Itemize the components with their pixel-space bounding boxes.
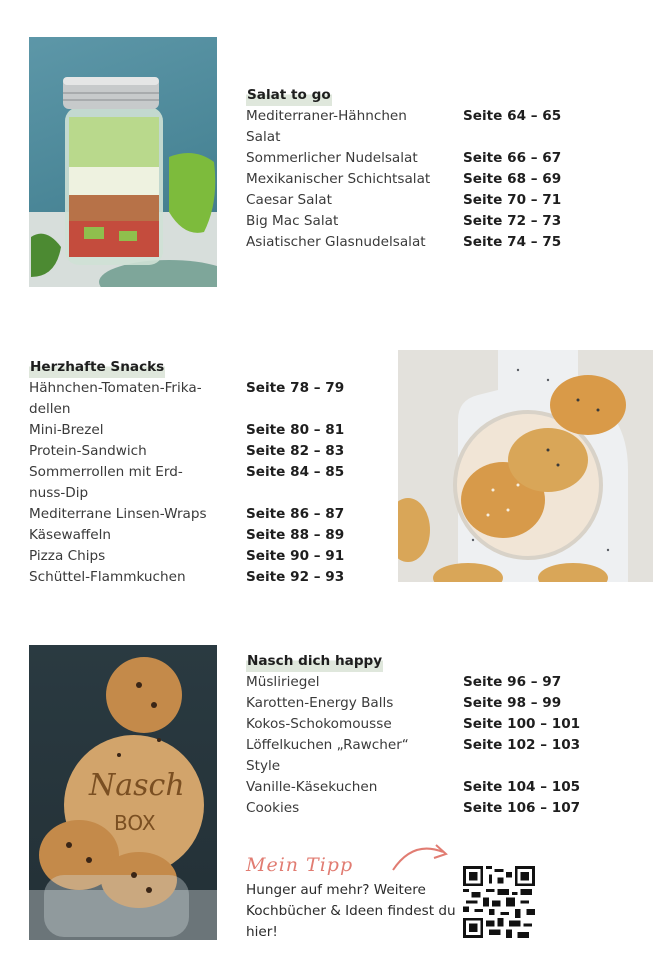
qr-code-icon[interactable]: [463, 866, 535, 938]
section-nasch-dich-happy: [246, 651, 586, 819]
page-range: Seite 88 – 89: [246, 527, 345, 543]
cookies-illustration: [29, 645, 217, 940]
recipe-name: Sommerrollen mit Erd-: [29, 464, 183, 480]
recipe-name-cont: Salat: [246, 129, 281, 145]
section-herzhafte-snacks: [29, 357, 369, 588]
recipe-name: Käsewaffeln: [29, 527, 112, 543]
tip-text: Hunger auf mehr? Weitere Kochbücher & Ideen findest du hier!: [246, 882, 456, 940]
page-range: Seite 98 – 99: [463, 695, 562, 711]
section-heading: Herzhafte Snacks: [29, 357, 165, 378]
page-range: Seite 78 – 79: [246, 380, 345, 396]
recipe-name: Löffelkuchen „Rawcher“: [246, 737, 409, 753]
cookies-photo: [29, 645, 217, 940]
recipe-name: Hähnchen-Tomaten-Frika-: [29, 380, 202, 396]
page-range: Seite 96 – 97: [463, 674, 562, 690]
recipe-name: Mini-Brezel: [29, 422, 104, 438]
page-range: Seite 106 – 107: [463, 800, 581, 816]
section-heading: Nasch dich happy: [246, 651, 383, 672]
page-range: Seite 104 – 105: [463, 779, 581, 795]
recipe-name: Karotten-Energy Balls: [246, 695, 394, 711]
recipe-name: Big Mac Salat: [246, 213, 339, 229]
recipe-name-cont: Style: [246, 758, 281, 774]
page-range: Seite 74 – 75: [463, 234, 562, 250]
curved-arrow-icon: [388, 840, 458, 875]
recipe-name: Müsliriegel: [246, 674, 320, 690]
svg-text:BOX: BOX: [114, 811, 156, 835]
page-range: Seite 82 – 83: [246, 443, 345, 459]
page-range: Seite 92 – 93: [246, 569, 345, 585]
recipe-name: Cookies: [246, 800, 300, 816]
page-range: Seite 68 – 69: [463, 171, 562, 187]
page-range: Seite 66 – 67: [463, 150, 562, 166]
page-range: Seite 86 – 87: [246, 506, 345, 522]
recipe-name: Protein-Sandwich: [29, 443, 147, 459]
page-range: Seite 102 – 103: [463, 737, 581, 753]
recipe-name: Pizza Chips: [29, 548, 106, 564]
section-salat-to-go: [246, 85, 576, 253]
recipe-name-cont: nuss-Dip: [29, 485, 89, 501]
pretzels-photo: [398, 350, 653, 582]
recipe-name: Caesar Salat: [246, 192, 332, 208]
recipe-name: Sommerlicher Nudelsalat: [246, 150, 418, 166]
pretzels-illustration: [398, 350, 653, 582]
page-range: Seite 72 – 73: [463, 213, 562, 229]
recipe-name: Kokos-Schokomousse: [246, 716, 392, 732]
salad-jar-illustration: [29, 37, 217, 287]
section-heading: Salat to go: [246, 85, 332, 106]
page-range: Seite 90 – 91: [246, 548, 345, 564]
salad-jar-photo: [29, 37, 217, 287]
svg-text:Nasch: Nasch: [89, 768, 185, 803]
recipe-name: Vanille-Käsekuchen: [246, 779, 378, 795]
recipe-name: Mediterraner-Hähnchen: [246, 108, 407, 124]
recipe-name-cont: dellen: [29, 401, 71, 417]
page-range: Seite 64 – 65: [463, 108, 562, 124]
page-range: Seite 84 – 85: [246, 464, 345, 480]
tip-label: Mein Tipp: [246, 854, 354, 876]
page-range: Seite 100 – 101: [463, 716, 581, 732]
recipe-name: Schüttel-Flammkuchen: [29, 569, 186, 585]
page-range: Seite 80 – 81: [246, 422, 345, 438]
recipe-name: Asiatischer Glasnudelsalat: [246, 234, 426, 250]
recipe-name: Mediterrane Linsen-Wraps: [29, 506, 207, 522]
recipe-name: Mexikanischer Schichtsalat: [246, 171, 431, 187]
page-range: Seite 70 – 71: [463, 192, 562, 208]
